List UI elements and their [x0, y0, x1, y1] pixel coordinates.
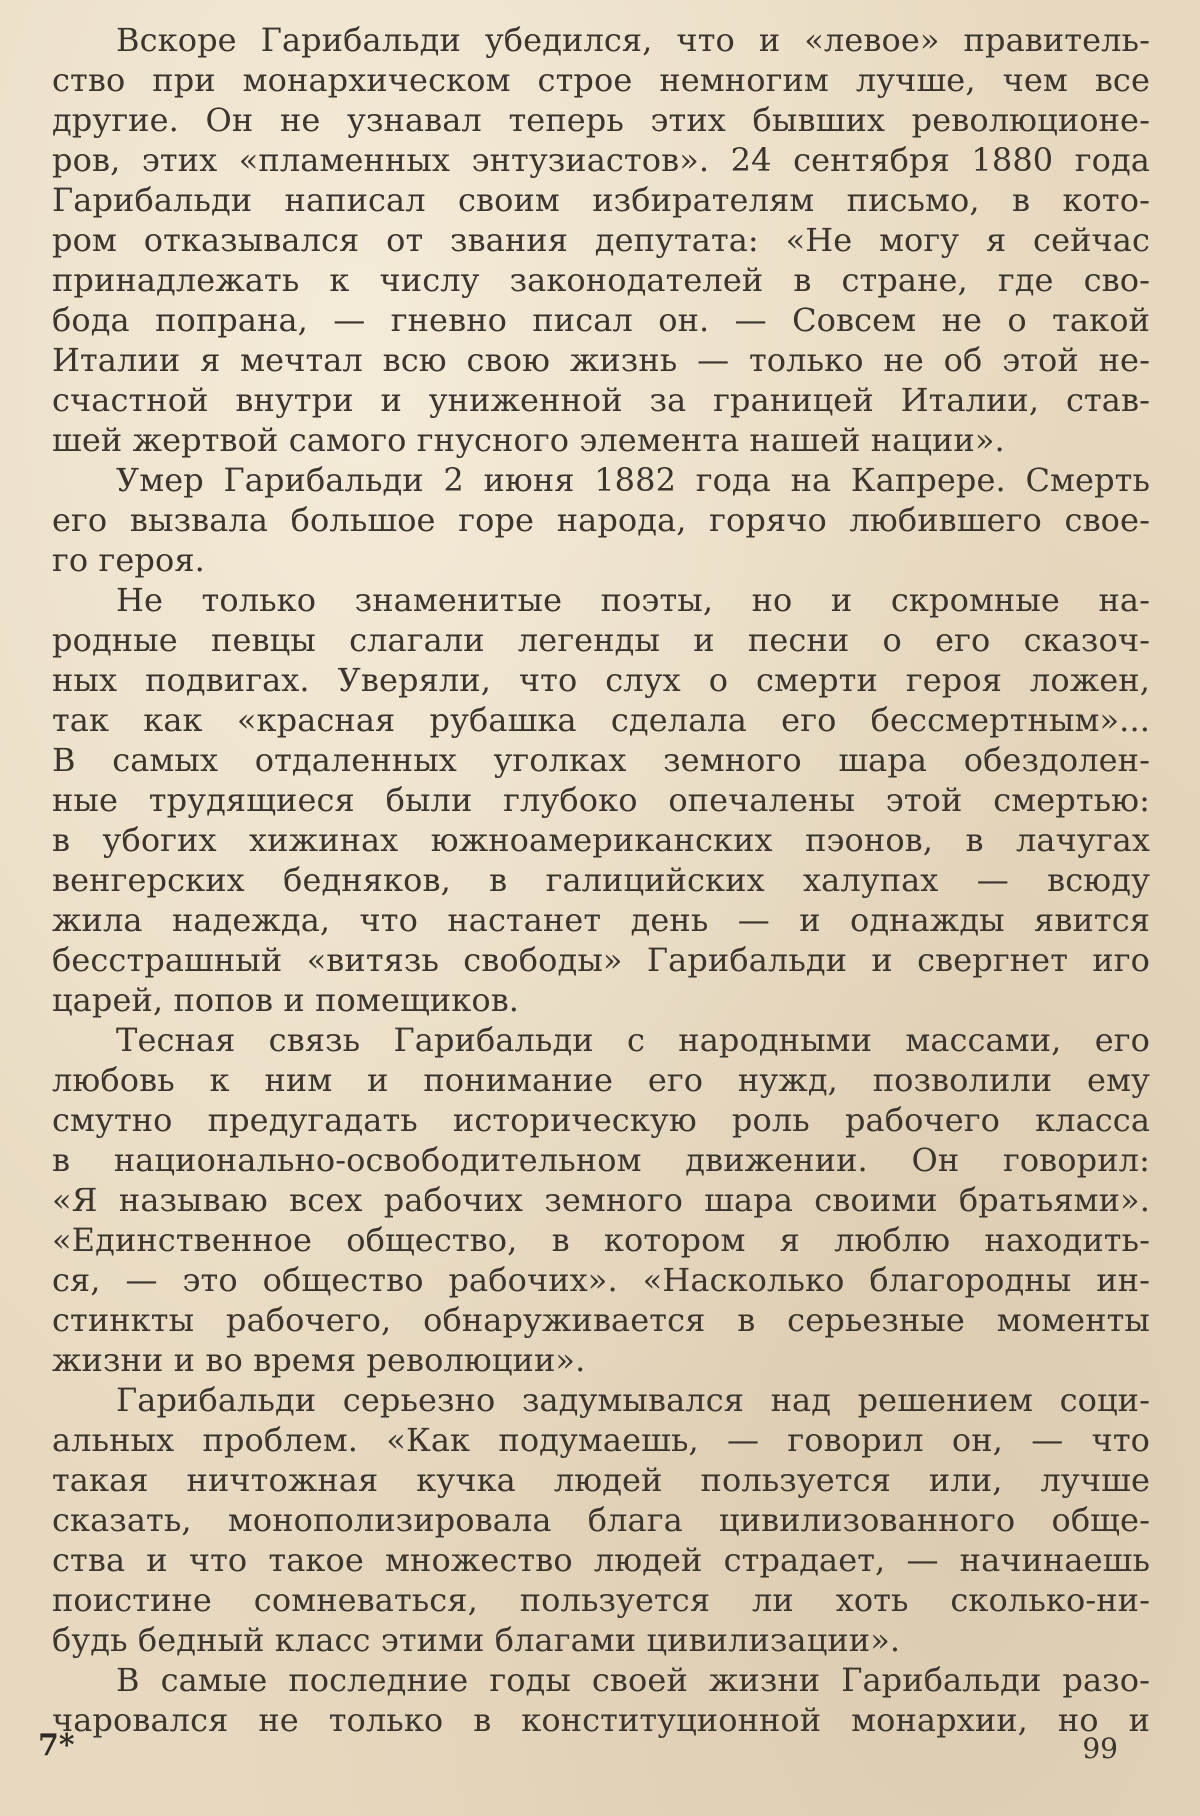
- text-line: в национально-освободительном движении. Он говорил:: [52, 1141, 1150, 1179]
- text-line: его вызвала большое горе народа, горячо любившего свое-: [52, 501, 1150, 539]
- text-line: другие. Он не узнавал теперь этих бывших революционе-: [52, 101, 1150, 139]
- text-line: Не только знаменитые поэты, но и скромные на-: [116, 581, 1150, 619]
- text-line: ства и что такое множество людей страдает, — начинаешь: [52, 1541, 1150, 1579]
- text-line: ные трудящиеся были глубоко опечалены этой смертью:: [52, 781, 1150, 819]
- text-line: ров, этих «пламенных энтузиастов». 24 сентября 1880 года: [52, 141, 1150, 179]
- paragraph-2: [52, 460, 1150, 580]
- paragraph-1: [52, 20, 1150, 460]
- paragraph-3: [52, 580, 1150, 1020]
- text-line: принадлежать к числу законодателей в стране, где сво-: [52, 261, 1150, 299]
- text-line: будь бедный класс этими благами цивилизации».: [52, 1621, 901, 1659]
- text-line: любовь к ним и понимание его нужд, позволили ему: [52, 1061, 1150, 1099]
- text-line: жизни и во время революции».: [52, 1341, 586, 1379]
- text-line: ство при монархическом строе немногим лучше, чем все: [52, 61, 1150, 99]
- text-line: такая ничтожная кучка людей пользуется или, лучше: [52, 1461, 1150, 1499]
- text-line: стинкты рабочего, обнаруживается в серьезные моменты: [52, 1301, 1150, 1339]
- text-line: жила надежда, что настанет день — и однажды явится: [52, 901, 1150, 939]
- text-line: В самые последние годы своей жизни Гарибальди разо-: [116, 1661, 1150, 1699]
- text-line: Тесная связь Гарибальди с народными массами, его: [116, 1021, 1150, 1059]
- text-line: смутно предугадать историческую роль рабочего класса: [52, 1101, 1150, 1139]
- paragraph-5: [52, 1380, 1150, 1660]
- text-line: ром отказывался от звания депутата: «Не могу я сейчас: [52, 221, 1150, 259]
- text-line: Гарибальди написал своим избирателям письмо, в кото-: [52, 181, 1150, 219]
- text-line: Италии я мечтал всю свою жизнь — только не об этой не-: [52, 341, 1150, 379]
- text-line: ся, — это общество рабочих». «Насколько благородны ин-: [52, 1261, 1150, 1299]
- text-line: чаровался не только в конституционной монархии, но и: [52, 1701, 1150, 1739]
- text-line: Умер Гарибальди 2 июня 1882 года на Капрере. Смерть: [116, 461, 1150, 499]
- text-line: сказать, монополизировала блага цивилизованного обще-: [52, 1501, 1150, 1539]
- text-line: бода попрана, — гневно писал он. — Совсем не о такой: [52, 301, 1150, 339]
- text-line: счастной внутри и униженной за границей Италии, став-: [52, 381, 1150, 419]
- text-line: Гарибальди серьезно задумывался над решением соци-: [116, 1381, 1150, 1419]
- text-line: В самых отдаленных уголках земного шара обездолен-: [52, 741, 1150, 779]
- text-line: в убогих хижинах южноамериканских пэонов, в лачугах: [52, 821, 1150, 859]
- text-line: родные певцы слагали легенды и песни о его сказоч-: [52, 621, 1150, 659]
- signature-mark: 7*: [38, 1728, 75, 1763]
- text-line: Вскоре Гарибальди убедился, что и «левое» правитель-: [116, 21, 1150, 59]
- paragraph-6: [52, 1660, 1150, 1740]
- page-text: [52, 20, 1150, 1740]
- paragraph-4: [52, 1020, 1150, 1380]
- text-line: венгерских бедняков, в галицийских халупах — всюду: [52, 861, 1150, 899]
- text-line: царей, попов и помещиков.: [52, 981, 520, 1019]
- text-line: альных проблем. «Как подумаешь, — говорил он, — что: [52, 1421, 1150, 1459]
- text-line: ных подвигах. Уверяли, что слух о смерти героя ложен,: [52, 661, 1150, 699]
- text-line: так как «красная рубашка сделала его бессмертным»...: [52, 701, 1150, 739]
- text-line: бесстрашный «витязь свободы» Гарибальди и свергнет иго: [52, 941, 1150, 979]
- text-line: го героя.: [52, 541, 205, 579]
- text-line: поистине сомневаться, пользуется ли хоть сколько-ни-: [52, 1581, 1150, 1619]
- page-number: 99: [1082, 1732, 1118, 1765]
- text-line: шей жертвой самого гнусного элемента нашей нации».: [52, 421, 1005, 459]
- text-line: «Единственное общество, в котором я люблю находить-: [52, 1221, 1150, 1259]
- text-line: «Я называю всех рабочих земного шара своими братьями».: [52, 1181, 1150, 1219]
